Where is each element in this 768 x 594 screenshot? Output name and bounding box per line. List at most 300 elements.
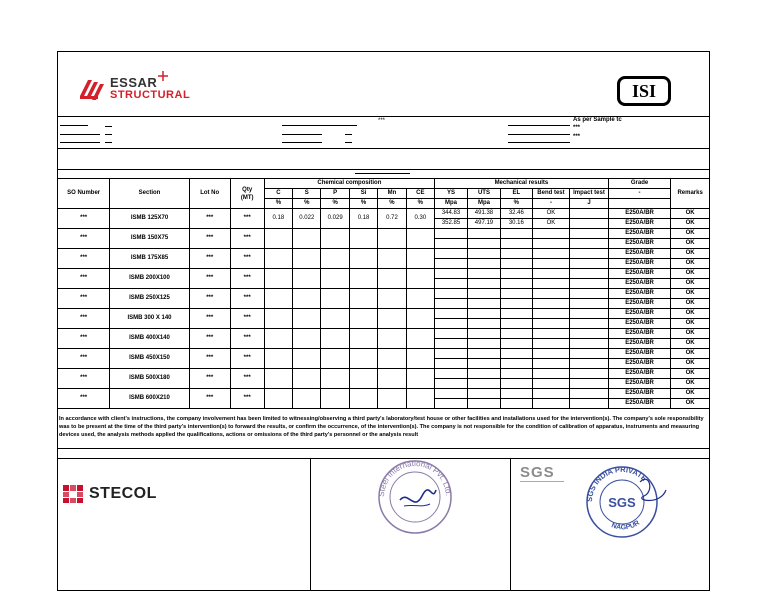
- chem-cell: [406, 389, 434, 409]
- mech-cell: [532, 239, 569, 249]
- header-chem-unit-0: %: [264, 199, 292, 209]
- mech-cell: [500, 349, 532, 359]
- header-mech-unit-3: -: [532, 199, 569, 209]
- qty-cell: ***: [230, 389, 264, 409]
- chem-cell: 0.029: [321, 209, 349, 229]
- header-lot-no: Lot No: [189, 179, 230, 209]
- header-grade-sub: -: [608, 189, 670, 199]
- remarks-cell: OK: [671, 339, 710, 349]
- mech-cell: [532, 229, 569, 239]
- qty-cell: ***: [230, 249, 264, 269]
- sgs-stamp-icon: [580, 462, 670, 540]
- chem-cell: [349, 249, 377, 269]
- mech-cell: [467, 339, 500, 349]
- mech-cell: [570, 379, 609, 389]
- mech-cell: [570, 319, 609, 329]
- mech-cell: [435, 379, 468, 389]
- chem-cell: [293, 389, 321, 409]
- chem-cell: [293, 289, 321, 309]
- qty-cell: ***: [230, 289, 264, 309]
- table-row: [58, 269, 710, 279]
- mech-cell: [467, 269, 500, 279]
- lot-cell: ***: [189, 269, 230, 289]
- remarks-cell: OK: [671, 349, 710, 359]
- mech-cell: [570, 299, 609, 309]
- grade-cell: E250A/BR: [608, 209, 670, 219]
- remarks-cell: OK: [671, 239, 710, 249]
- mech-cell: [500, 259, 532, 269]
- section-cell: ISMB 125X70: [110, 209, 190, 229]
- chem-cell: [293, 269, 321, 289]
- so-number-cell: ***: [58, 229, 110, 249]
- grade-cell: E250A/BR: [608, 309, 670, 319]
- mech-cell: [467, 299, 500, 309]
- chem-cell: [349, 349, 377, 369]
- so-number-cell: ***: [58, 309, 110, 329]
- table-row: [58, 329, 710, 339]
- mech-cell: [435, 389, 468, 399]
- mech-cell: [467, 279, 500, 289]
- mech-cell: [435, 399, 468, 409]
- header-chem-3: Si: [349, 189, 377, 199]
- header-chem-unit-5: %: [406, 199, 434, 209]
- chem-cell: [406, 369, 434, 389]
- chem-cell: [264, 229, 292, 249]
- chem-cell: [378, 289, 406, 309]
- so-number-cell: ***: [58, 289, 110, 309]
- chem-cell: [406, 289, 434, 309]
- mech-cell: [570, 399, 609, 409]
- header-chemical-composition: Chemical composition: [264, 179, 434, 189]
- mech-cell: [435, 249, 468, 259]
- section-cell: ISMB 500X180: [110, 369, 190, 389]
- grade-cell: E250A/BR: [608, 369, 670, 379]
- remarks-cell: OK: [671, 269, 710, 279]
- mech-cell: [500, 329, 532, 339]
- remarks-cell: OK: [671, 299, 710, 309]
- essar-logo: [78, 74, 228, 104]
- header-mech-unit-4: J: [570, 199, 609, 209]
- mech-cell: [467, 349, 500, 359]
- chem-cell: [378, 389, 406, 409]
- chem-cell: [321, 369, 349, 389]
- mech-cell: [570, 339, 609, 349]
- mech-cell: 497.19: [467, 219, 500, 229]
- sample-value-1: ***: [573, 125, 581, 131]
- mech-cell: [570, 229, 609, 239]
- header-mech-unit-2: %: [500, 199, 532, 209]
- mech-cell: [500, 289, 532, 299]
- chem-cell: [349, 289, 377, 309]
- mech-cell: [467, 379, 500, 389]
- brand-top: ESSAR: [110, 75, 158, 90]
- chem-cell: [264, 289, 292, 309]
- mech-cell: [435, 359, 468, 369]
- mech-cell: [435, 369, 468, 379]
- remarks-cell: OK: [671, 289, 710, 299]
- section-cell: ISMB 450X150: [110, 349, 190, 369]
- header-chem-4: Mn: [378, 189, 406, 199]
- header-qty: [230, 179, 264, 209]
- grade-cell: E250A/BR: [608, 269, 670, 279]
- header-chem-unit-4: %: [378, 199, 406, 209]
- mech-cell: [467, 259, 500, 269]
- header-chem-unit-1: %: [293, 199, 321, 209]
- sample-label: As per Sample tc: [573, 117, 622, 123]
- disclaimer-text: In accordance with client's instructions, the company involvement has been limited to witnessing/observing a third party's laboratory/test house or other facilities and installations used for the intervention(s). The company's sole responsibility was to be present at the time of the third party's intervention(s) to forward the results, or confirm the occurrence, of the intervention(s). The company is not responsible for the condition of calibration of apparatus, instruments and measuring devices used, the analysis methods applied the qualifications, actions or omissions of the third party's personnel or the analysis result: [59, 416, 704, 438]
- mech-cell: [532, 389, 569, 399]
- chem-cell: 0.18: [264, 209, 292, 229]
- mech-cell: [570, 249, 609, 259]
- company-stamp-icon: [370, 460, 460, 534]
- mech-cell: [435, 259, 468, 269]
- lot-cell: ***: [189, 389, 230, 409]
- header-grade: Grade: [608, 179, 670, 189]
- chem-cell: [349, 329, 377, 349]
- mech-cell: [467, 229, 500, 239]
- mech-cell: [532, 349, 569, 359]
- center-mark: ***: [378, 118, 386, 124]
- header-chem-0: C: [264, 189, 292, 199]
- results-table: [57, 178, 710, 409]
- chem-cell: [349, 269, 377, 289]
- chem-cell: [293, 229, 321, 249]
- mech-cell: [570, 219, 609, 229]
- remarks-cell: OK: [671, 249, 710, 259]
- mech-cell: [532, 379, 569, 389]
- chem-cell: [321, 289, 349, 309]
- sgs-logo: [520, 464, 564, 480]
- mech-cell: [467, 369, 500, 379]
- chem-cell: [378, 229, 406, 249]
- mech-cell: [435, 329, 468, 339]
- stamp-ring-text: Steel International Pvt. Ltd.: [376, 460, 453, 498]
- mech-cell: [500, 279, 532, 289]
- mech-cell: [570, 329, 609, 339]
- qty-cell: ***: [230, 349, 264, 369]
- chem-cell: [378, 329, 406, 349]
- mech-cell: [570, 209, 609, 219]
- chem-cell: [406, 249, 434, 269]
- svg-text:NAGPUR: [610, 520, 641, 532]
- chem-cell: [264, 349, 292, 369]
- mech-cell: [435, 239, 468, 249]
- header-chem-unit-3: %: [349, 199, 377, 209]
- chem-cell: [264, 329, 292, 349]
- header-row-1: [58, 179, 710, 189]
- chem-cell: [293, 249, 321, 269]
- chem-cell: [349, 389, 377, 409]
- sgs-logo-text: SGS: [520, 464, 555, 481]
- brand-bottom: STRUCTURAL: [110, 89, 191, 101]
- grade-cell: E250A/BR: [608, 389, 670, 399]
- mech-cell: OK: [532, 209, 569, 219]
- so-number-cell: ***: [58, 369, 110, 389]
- mech-cell: [467, 239, 500, 249]
- chem-cell: [378, 309, 406, 329]
- grade-cell: E250A/BR: [608, 249, 670, 259]
- qty-cell: ***: [230, 309, 264, 329]
- stecol-text: STECOL: [89, 485, 157, 502]
- header-mech-0: YS: [435, 189, 468, 199]
- table-row: [58, 229, 710, 239]
- mech-cell: [500, 389, 532, 399]
- remarks-cell: OK: [671, 229, 710, 239]
- chem-cell: [293, 309, 321, 329]
- chem-cell: [378, 349, 406, 369]
- mech-cell: [435, 349, 468, 359]
- mech-cell: [467, 309, 500, 319]
- chem-cell: [321, 309, 349, 329]
- grade-cell: E250A/BR: [608, 359, 670, 369]
- mech-cell: [500, 399, 532, 409]
- mech-cell: [532, 329, 569, 339]
- chem-cell: [321, 349, 349, 369]
- mech-cell: [500, 309, 532, 319]
- mech-cell: [570, 309, 609, 319]
- chem-cell: [406, 309, 434, 329]
- mech-cell: [500, 299, 532, 309]
- sgs-stamp-text: SGS: [608, 495, 636, 510]
- mech-cell: [570, 259, 609, 269]
- mech-cell: [467, 289, 500, 299]
- stecol-mark-icon: [62, 484, 84, 504]
- so-number-cell: ***: [58, 389, 110, 409]
- lot-cell: ***: [189, 209, 230, 229]
- table-row: [58, 389, 710, 399]
- mech-cell: [570, 369, 609, 379]
- header-mech-unit-1: Mpa: [467, 199, 500, 209]
- header-grade-empty: [608, 199, 670, 209]
- remarks-cell: OK: [671, 279, 710, 289]
- mech-cell: [435, 269, 468, 279]
- sgs-ring-bottom: NAGPUR: [610, 519, 641, 532]
- qty-cell: ***: [230, 209, 264, 229]
- table-row: [58, 209, 710, 219]
- chem-cell: [349, 229, 377, 249]
- remarks-cell: OK: [671, 329, 710, 339]
- mech-cell: [467, 319, 500, 329]
- sample-value-2: ***: [573, 134, 581, 140]
- mech-cell: [467, 399, 500, 409]
- chem-cell: [406, 269, 434, 289]
- mech-cell: 30.16: [500, 219, 532, 229]
- section-cell: ISMB 175X85: [110, 249, 190, 269]
- remarks-cell: OK: [671, 389, 710, 399]
- header-mech-4: Impact test: [570, 189, 609, 199]
- chem-cell: [378, 269, 406, 289]
- table-row: [58, 309, 710, 319]
- header-mech-2: EL: [500, 189, 532, 199]
- sgs-ring-top: SGS INDIA PRIVATE: [584, 464, 649, 503]
- grade-cell: E250A/BR: [608, 299, 670, 309]
- header-chem-2: P: [321, 189, 349, 199]
- mech-cell: [435, 229, 468, 239]
- mech-cell: [500, 339, 532, 349]
- so-number-cell: ***: [58, 329, 110, 349]
- chem-cell: [293, 349, 321, 369]
- qty-cell: ***: [230, 229, 264, 249]
- mech-cell: [500, 319, 532, 329]
- grade-cell: E250A/BR: [608, 319, 670, 329]
- lot-cell: ***: [189, 229, 230, 249]
- mech-cell: [532, 319, 569, 329]
- chem-cell: [378, 369, 406, 389]
- mech-cell: [500, 359, 532, 369]
- chem-cell: [349, 309, 377, 329]
- header-chem-unit-2: %: [321, 199, 349, 209]
- header-mech-unit-0: Mpa: [435, 199, 468, 209]
- grade-cell: E250A/BR: [608, 349, 670, 359]
- table-row: [58, 249, 710, 259]
- mech-cell: [570, 269, 609, 279]
- lot-cell: ***: [189, 309, 230, 329]
- qty-cell: ***: [230, 329, 264, 349]
- remarks-cell: OK: [671, 399, 710, 409]
- chem-cell: [293, 329, 321, 349]
- mech-cell: [532, 289, 569, 299]
- table-row: [58, 349, 710, 359]
- mech-cell: [467, 389, 500, 399]
- mech-cell: [570, 359, 609, 369]
- mech-cell: [532, 249, 569, 259]
- mech-cell: [570, 289, 609, 299]
- remarks-cell: OK: [671, 369, 710, 379]
- remarks-cell: OK: [671, 209, 710, 219]
- qty-cell: ***: [230, 369, 264, 389]
- grade-cell: E250A/BR: [608, 339, 670, 349]
- mech-cell: [532, 399, 569, 409]
- mech-cell: [435, 319, 468, 329]
- chem-cell: [321, 229, 349, 249]
- chem-cell: 0.30: [406, 209, 434, 229]
- section-cell: ISMB 250X125: [110, 289, 190, 309]
- section-cell: ISMB 600X210: [110, 389, 190, 409]
- lot-cell: ***: [189, 349, 230, 369]
- chem-cell: 0.72: [378, 209, 406, 229]
- chem-cell: [264, 309, 292, 329]
- mech-cell: [570, 349, 609, 359]
- mech-cell: [570, 239, 609, 249]
- chem-cell: [264, 389, 292, 409]
- mech-cell: [532, 309, 569, 319]
- section-cell: ISMB 150X75: [110, 229, 190, 249]
- chem-cell: [264, 249, 292, 269]
- header-qty-label: Qty: [242, 186, 253, 193]
- mech-cell: [500, 249, 532, 259]
- chem-cell: [264, 369, 292, 389]
- remarks-cell: OK: [671, 319, 710, 329]
- mech-cell: 491.38: [467, 209, 500, 219]
- header-remarks: Remarks: [671, 179, 710, 209]
- mech-cell: [570, 279, 609, 289]
- chem-cell: [406, 329, 434, 349]
- chem-cell: 0.18: [349, 209, 377, 229]
- chem-cell: [264, 269, 292, 289]
- section-cell: ISMB 400X140: [110, 329, 190, 349]
- mech-cell: [532, 359, 569, 369]
- mech-cell: [532, 299, 569, 309]
- grade-cell: E250A/BR: [608, 239, 670, 249]
- mech-cell: [435, 279, 468, 289]
- section-cell: ISMB 300 X 140: [110, 309, 190, 329]
- mech-cell: [532, 269, 569, 279]
- grade-cell: E250A/BR: [608, 259, 670, 269]
- mech-cell: [532, 369, 569, 379]
- mech-cell: [435, 289, 468, 299]
- table-row: [58, 289, 710, 299]
- mech-cell: [500, 239, 532, 249]
- brand-star-icon: [158, 71, 168, 81]
- mech-cell: [532, 279, 569, 289]
- mech-cell: [500, 379, 532, 389]
- header-qty-unit: (MT): [240, 194, 254, 201]
- svg-text:Steel International Pvt. Ltd.: [377, 460, 453, 497]
- grade-cell: E250A/BR: [608, 329, 670, 339]
- grade-cell: E250A/BR: [608, 279, 670, 289]
- table-row: [58, 369, 710, 379]
- chem-cell: [321, 249, 349, 269]
- header-mech-3: Bend test: [532, 189, 569, 199]
- essar-mark-icon: [78, 76, 106, 102]
- header-so-number: SO Number: [58, 179, 110, 209]
- grade-cell: E250A/BR: [608, 219, 670, 229]
- header-chem-1: S: [293, 189, 321, 199]
- remarks-cell: OK: [671, 259, 710, 269]
- remarks-cell: OK: [671, 309, 710, 319]
- mech-cell: [532, 339, 569, 349]
- mech-cell: [467, 249, 500, 259]
- so-number-cell: ***: [58, 269, 110, 289]
- mech-cell: [532, 259, 569, 269]
- chem-cell: [378, 249, 406, 269]
- mech-cell: [467, 329, 500, 339]
- mech-cell: [500, 229, 532, 239]
- lot-cell: ***: [189, 289, 230, 309]
- remarks-cell: OK: [671, 359, 710, 369]
- mech-cell: 344.83: [435, 209, 468, 219]
- so-number-cell: ***: [58, 349, 110, 369]
- mech-cell: [500, 269, 532, 279]
- chem-cell: [406, 349, 434, 369]
- header-chem-5: CE: [406, 189, 434, 199]
- isi-mark: [617, 76, 671, 106]
- grade-cell: E250A/BR: [608, 399, 670, 409]
- mech-cell: 352.85: [435, 219, 468, 229]
- header-mechanical-results: Mechanical results: [435, 179, 609, 189]
- qty-cell: ***: [230, 269, 264, 289]
- header-section: Section: [110, 179, 190, 209]
- isi-mark-text: ISI: [631, 80, 657, 101]
- section-cell: ISMB 200X100: [110, 269, 190, 289]
- chem-cell: [321, 389, 349, 409]
- grade-cell: E250A/BR: [608, 379, 670, 389]
- header-mech-1: UTS: [467, 189, 500, 199]
- mech-cell: [467, 359, 500, 369]
- remarks-cell: OK: [671, 219, 710, 229]
- stecol-logo: [62, 484, 202, 506]
- chem-cell: [406, 229, 434, 249]
- mech-cell: [570, 389, 609, 399]
- mech-cell: [435, 309, 468, 319]
- grade-cell: E250A/BR: [608, 229, 670, 239]
- mech-cell: OK: [532, 219, 569, 229]
- mech-cell: [500, 369, 532, 379]
- so-number-cell: ***: [58, 209, 110, 229]
- chem-cell: 0.022: [293, 209, 321, 229]
- lot-cell: ***: [189, 329, 230, 349]
- chem-cell: [293, 369, 321, 389]
